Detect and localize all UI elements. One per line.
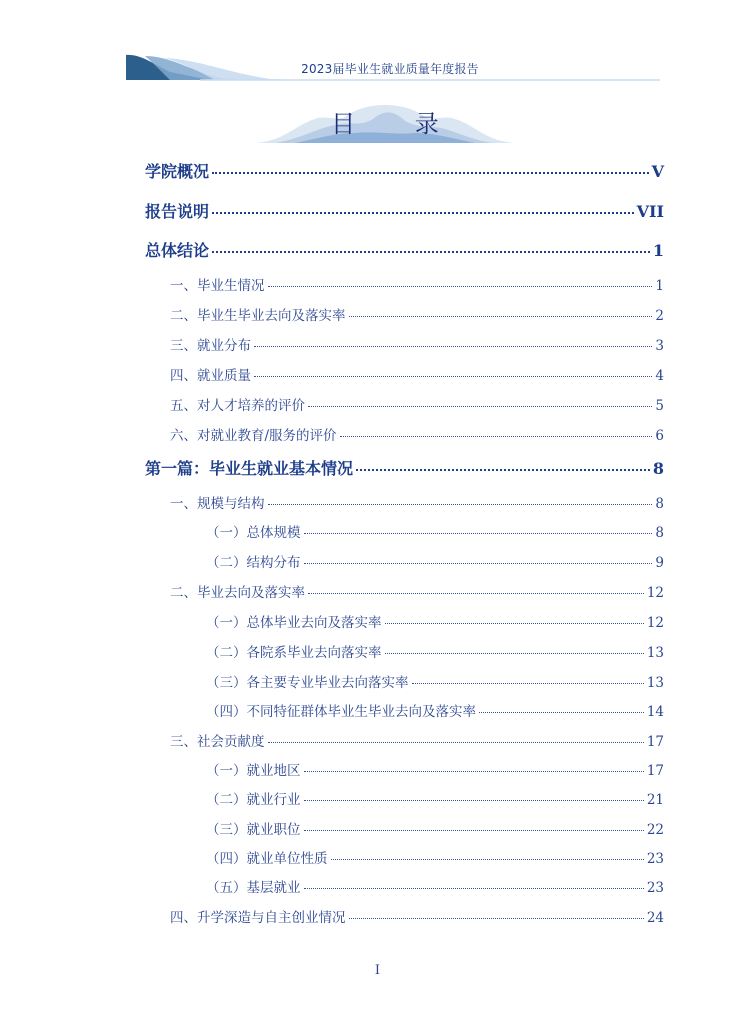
toc-entry-level3[interactable] — [206, 641, 664, 661]
toc-entry-page: 8 — [655, 525, 664, 541]
page-number: I — [374, 963, 381, 978]
toc-entry-label: （一）就业地区 — [206, 763, 301, 779]
toc-entry-level3[interactable] — [206, 818, 664, 838]
toc-entry-label: （三）各主要专业毕业去向落实率 — [206, 675, 409, 691]
toc-dot-leader — [331, 858, 644, 860]
toc-entry-label: 一、毕业生情况 — [170, 278, 265, 294]
toc-dot-leader — [304, 829, 644, 831]
toc-entry-level3[interactable] — [206, 876, 664, 896]
toc-entry-page: 23 — [646, 851, 664, 867]
toc-title: 目 录 — [331, 110, 465, 138]
toc-entry-label: （二）各院系毕业去向落实率 — [206, 645, 382, 661]
toc-entry-level1[interactable] — [145, 199, 664, 222]
toc-entry-level2[interactable] — [170, 304, 664, 324]
toc-entry-level3[interactable] — [206, 551, 664, 571]
toc-entry-page: 23 — [646, 880, 664, 896]
toc-entry-level3[interactable] — [206, 521, 664, 541]
toc-entry-label: 一、规模与结构 — [170, 496, 265, 512]
toc-entry-label: 报告说明 — [145, 202, 210, 221]
toc-dot-leader — [304, 562, 653, 564]
toc-entry-page: 24 — [646, 910, 664, 926]
toc-entry-level2[interactable] — [170, 906, 664, 926]
toc-dot-leader — [268, 741, 644, 743]
toc-entry-page: VII — [636, 202, 664, 221]
toc-entry-page: 17 — [646, 763, 664, 779]
toc-entry-label: （二）就业行业 — [206, 792, 301, 808]
toc-entry-page: 8 — [652, 459, 664, 478]
toc-dot-leader — [212, 171, 649, 174]
toc-entry-level2[interactable] — [170, 730, 664, 750]
toc-entry-page: 6 — [655, 428, 664, 444]
toc-entry-label: 六、对就业教育/服务的评价 — [170, 428, 337, 444]
toc-entry-label: 学院概况 — [145, 162, 210, 181]
toc-entry-label: （二）结构分布 — [206, 555, 301, 571]
toc-entry-page: 1 — [652, 241, 664, 260]
toc-dot-leader — [479, 711, 644, 713]
toc-dot-leader — [340, 435, 653, 437]
toc-dot-leader — [308, 592, 644, 594]
toc-entry-label: 总体结论 — [145, 241, 210, 260]
toc-entry-page: 22 — [646, 822, 664, 838]
toc-entry-label: 二、毕业生毕业去向及落实率 — [170, 308, 346, 324]
toc-entry-page: 2 — [655, 308, 664, 324]
toc-entry-level3[interactable] — [206, 788, 664, 808]
toc-dot-leader — [385, 622, 644, 624]
toc-dot-leader — [308, 405, 652, 407]
toc-entry-level2[interactable] — [170, 492, 664, 512]
toc-entry-page: 8 — [655, 496, 664, 512]
toc-entry-page: 9 — [655, 555, 664, 571]
toc-entry-label: （三）就业职位 — [206, 822, 301, 838]
toc-entry-label: 第一篇：毕业生就业基本情况 — [145, 459, 354, 478]
toc-dot-leader — [385, 652, 644, 654]
toc-entry-page: 12 — [646, 615, 664, 631]
toc-entry-label: 三、就业分布 — [170, 338, 251, 354]
report-title: 2023届毕业生就业质量年度报告 — [301, 62, 479, 76]
toc-entry-level2[interactable] — [170, 334, 664, 354]
toc-entry-page: 4 — [655, 368, 664, 384]
toc-entry-label: （一）总体规模 — [206, 525, 301, 541]
toc-entry-level2[interactable] — [170, 274, 664, 294]
toc-dot-leader — [304, 799, 644, 801]
toc-entry-label: 三、社会贡献度 — [170, 734, 265, 750]
toc-entry-level2[interactable] — [170, 581, 664, 601]
toc-entry-level3[interactable] — [206, 700, 664, 720]
toc-dot-leader — [254, 375, 652, 377]
toc-entry-level2[interactable] — [170, 424, 664, 444]
toc-dot-leader — [212, 211, 634, 214]
toc-dot-leader — [268, 285, 653, 287]
toc-entry-level3[interactable] — [206, 671, 664, 691]
toc-entry-page: 14 — [646, 704, 664, 720]
toc-heading — [255, 95, 515, 150]
toc-dot-leader — [349, 917, 644, 919]
toc-entry-label: （一）总体毕业去向及落实率 — [206, 615, 382, 631]
toc-dot-leader — [268, 503, 653, 505]
toc-entry-level1[interactable] — [145, 159, 664, 182]
toc-entry-label: （四）就业单位性质 — [206, 851, 328, 867]
toc-entry-level1[interactable] — [145, 238, 664, 261]
toc-entry-page: 21 — [646, 792, 664, 808]
toc-entry-level2[interactable] — [170, 394, 664, 414]
toc-dot-leader — [349, 315, 653, 317]
toc-entry-page: 1 — [655, 278, 664, 294]
toc-dot-leader — [254, 345, 652, 347]
page-header — [0, 0, 755, 90]
toc-dot-leader — [304, 887, 644, 889]
toc-entry-label: 五、对人才培养的评价 — [170, 398, 305, 414]
toc-entry-label: 四、就业质量 — [170, 368, 251, 384]
toc-entry-level1[interactable] — [145, 456, 664, 479]
toc-entry-page: 13 — [646, 645, 664, 661]
toc-entry-page: 3 — [655, 338, 664, 354]
toc-entry-page: 12 — [646, 585, 664, 601]
toc-dot-leader — [412, 682, 644, 684]
toc-entry-level3[interactable] — [206, 759, 664, 779]
toc-dot-leader — [212, 250, 650, 253]
toc-entry-label: 四、升学深造与自主创业情况 — [170, 910, 346, 926]
toc-entry-page: 5 — [655, 398, 664, 414]
toc-entry-level2[interactable] — [170, 364, 664, 384]
toc-entry-label: （四）不同特征群体毕业生毕业去向及落实率 — [206, 704, 476, 720]
toc-entry-level3[interactable] — [206, 847, 664, 867]
toc-dot-leader — [356, 468, 650, 471]
toc-entry-label: （五）基层就业 — [206, 880, 301, 896]
toc-entry-page: V — [651, 162, 664, 181]
toc-entry-page: 17 — [646, 734, 664, 750]
toc-entry-label: 二、毕业去向及落实率 — [170, 585, 305, 601]
toc-dot-leader — [304, 770, 644, 772]
toc-entry-level3[interactable] — [206, 611, 664, 631]
toc-entry-page: 13 — [646, 675, 664, 691]
toc-dot-leader — [304, 532, 653, 534]
